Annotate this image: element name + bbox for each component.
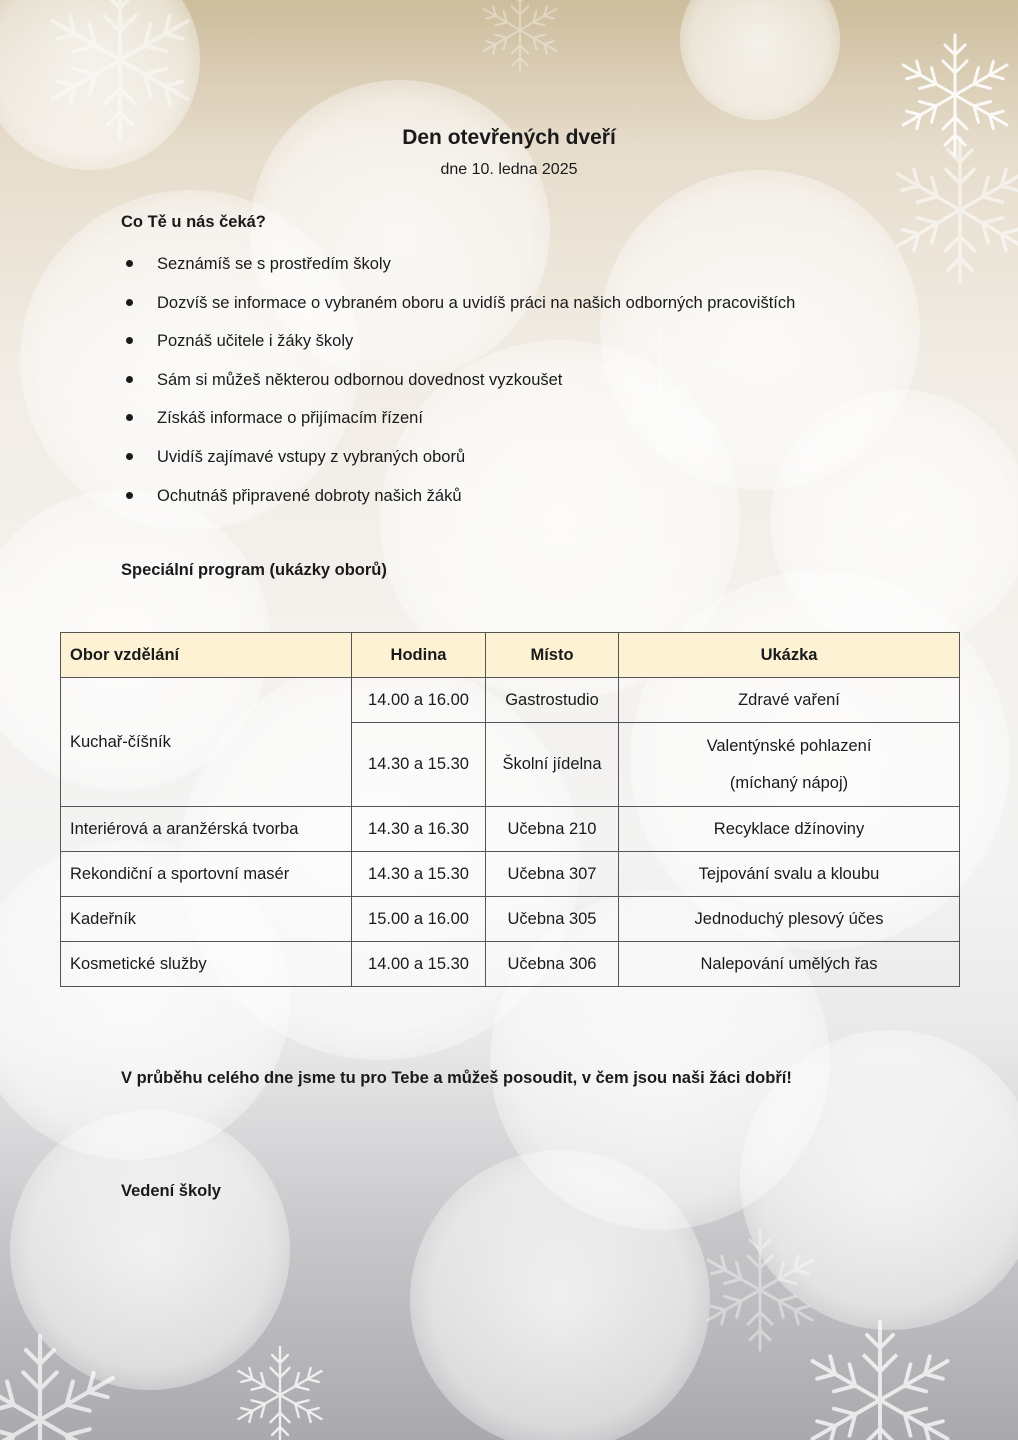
table-cell-misto: Učebna 307: [486, 852, 619, 897]
table-cell-ukazka: [619, 723, 960, 807]
table-cell-misto: Gastrostudio: [486, 678, 619, 723]
table-cell-obor: Kosmetické služby: [61, 942, 352, 987]
table-cell-hodina: 14.30 a 15.30: [352, 723, 486, 807]
table-cell-obor: Rekondiční a sportovní masér: [61, 852, 352, 897]
list-item: Získáš informace o přijímacím řízení: [121, 405, 795, 444]
table-cell-obor: Interiérová a aranžérská tvorba: [61, 807, 352, 852]
column-header-obor: Obor vzdělání: [61, 633, 352, 678]
event-date: dne 10. ledna 2025: [440, 161, 578, 178]
table-cell-misto: Učebna 210: [486, 807, 619, 852]
ukazka-line: (míchaný nápoj): [729, 773, 849, 792]
table-row: [61, 897, 960, 942]
table-cell-hodina: 14.30 a 15.30: [352, 852, 486, 897]
bullet-icon: [126, 376, 133, 383]
section-heading-what-awaits: Co Tě u nás čeká?: [121, 213, 266, 231]
page-title: Den otevřených dveří: [402, 126, 616, 149]
list-item: Ochutnáš připravené dobroty našich žáků: [121, 483, 795, 522]
list-item: Seznámíš se s prostředím školy: [121, 251, 795, 290]
section-heading-special-program: Speciální program (ukázky oborů): [121, 561, 387, 579]
list-item: Uvidíš zajímavé vstupy z vybraných oborů: [121, 444, 795, 483]
column-header-misto: Místo: [486, 633, 619, 678]
column-header-ukazka: Ukázka: [619, 633, 960, 678]
table-cell-hodina: 14.30 a 16.30: [352, 807, 486, 852]
table-cell-hodina: 14.00 a 16.00: [352, 678, 486, 723]
table-cell-ukazka: Jednoduchý plesový účes: [619, 897, 960, 942]
bullet-icon: [126, 453, 133, 460]
bullet-icon: [126, 414, 133, 421]
table-cell-ukazka: Zdravé vaření: [619, 678, 960, 723]
table-cell-obor: Kuchař-číšník: [61, 678, 352, 807]
bullet-icon: [126, 337, 133, 344]
bullet-icon: [126, 492, 133, 499]
table-cell-hodina: 15.00 a 16.00: [352, 897, 486, 942]
table-row: [61, 807, 960, 852]
list-item: Poznáš učitele i žáky školy: [121, 328, 795, 367]
table-cell-misto: Školní jídelna: [486, 723, 619, 807]
table-cell-obor: Kadeřník: [61, 897, 352, 942]
table-cell-hodina: 14.00 a 15.30: [352, 942, 486, 987]
table-row: [61, 678, 960, 723]
benefits-list: [121, 251, 795, 521]
table-cell-ukazka: Tejpování svalu a kloubu: [619, 852, 960, 897]
program-table: [60, 632, 960, 987]
bullet-icon: [126, 260, 133, 267]
list-item: Dozvíš se informace o vybraném oboru a uvidíš práci na našich odborných pracovištích: [121, 290, 795, 329]
table-header-row: [61, 633, 960, 678]
table-cell-misto: Učebna 305: [486, 897, 619, 942]
table-row: [61, 942, 960, 987]
closing-statement: V průběhu celého dne jsme tu pro Tebe a můžeš posoudit, v čem jsou naši žáci dobří!: [121, 1069, 792, 1087]
column-header-hodina: Hodina: [352, 633, 486, 678]
table-cell-ukazka: Nalepování umělých řas: [619, 942, 960, 987]
table-row: [61, 852, 960, 897]
ukazka-line: Valentýnské pohlazení: [706, 736, 872, 755]
table-cell-misto: Učebna 306: [486, 942, 619, 987]
bullet-icon: [126, 299, 133, 306]
list-item: Sám si můžeš některou odbornou dovednost vyzkoušet: [121, 367, 795, 406]
signature: Vedení školy: [121, 1182, 221, 1200]
table-cell-ukazka: Recyklace džínoviny: [619, 807, 960, 852]
